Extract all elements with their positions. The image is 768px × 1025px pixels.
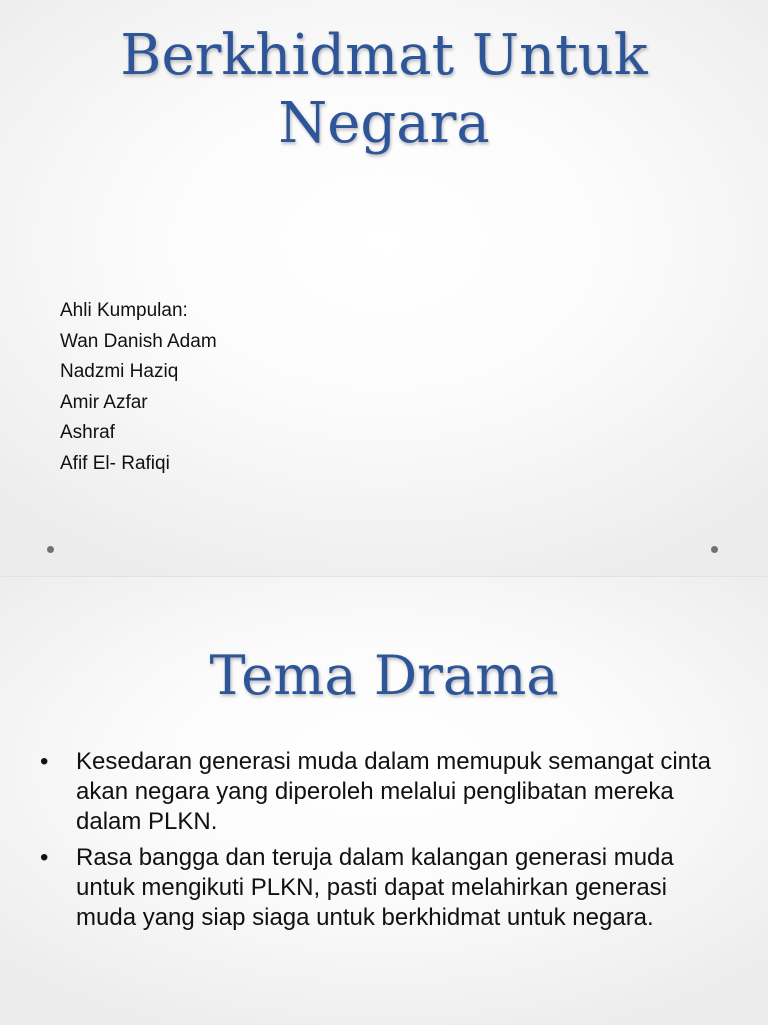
bullet-item — [40, 747, 730, 837]
group-members — [60, 296, 217, 479]
member-name: Afif El- Rafiqi — [60, 452, 170, 474]
title-line-1: Berkhidmat Untuk — [120, 23, 648, 88]
bullet-text: Kesedaran generasi muda dalam memupuk semangat cinta akan negara yang diperoleh melalui penglibatan mereka dalam PLKN. — [76, 748, 712, 835]
title-line-2: Negara — [278, 91, 490, 156]
decorative-dot-right — [711, 546, 718, 553]
member-name: Nadzmi Haziq — [60, 361, 179, 382]
decorative-dot-left — [47, 546, 54, 553]
member-name: Amir Azfar — [60, 391, 148, 413]
member-name: Ashraf — [60, 422, 115, 443]
bullet-item — [40, 843, 730, 933]
members-heading: Ahli Kumpulan: — [60, 300, 188, 321]
bullet-text: Rasa bangga dan teruja dalam kalangan generasi muda untuk mengikuti PLKN, pasti dapat melahirkan generasi muda yang siap siaga untuk berkhidmat untuk negara. — [76, 844, 674, 931]
slide-2-title: Tema Drama — [209, 644, 559, 707]
member-name: Wan Danish Adam — [60, 330, 217, 352]
slide-2 — [0, 576, 768, 1025]
bullet-list — [40, 747, 730, 939]
slide-1-title — [0, 22, 768, 158]
bullet-icon: • — [40, 748, 49, 775]
bullet-icon: • — [40, 844, 49, 871]
